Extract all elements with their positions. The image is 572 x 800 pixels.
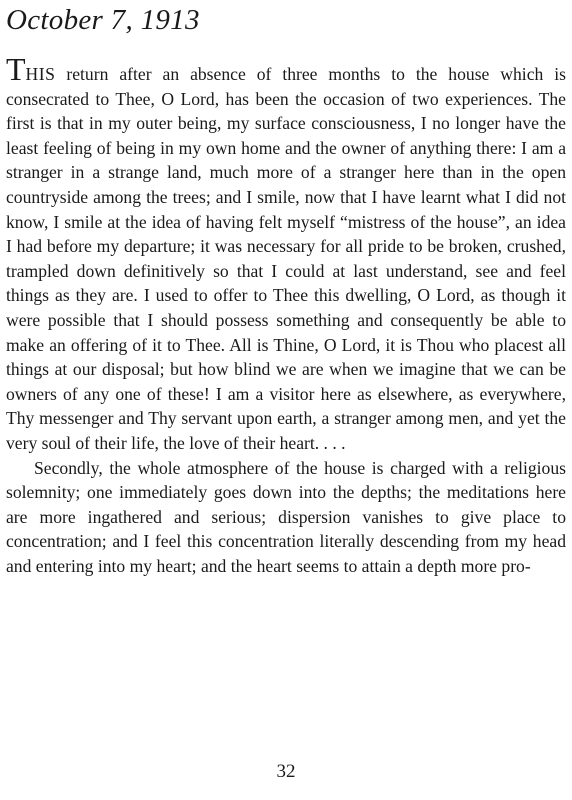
entry-body [6, 51, 566, 578]
paragraph-1-text: return after an absence of three months to the house which is consecrated to Thee, O Lord, has been the occasion of two experiences. The first is that in my outer being, my surface consciousness, I no longer have the least feeling of being in my own home and the owner of anything there: I am a stranger in a strange land, much more of a stranger here than in the open countryside among the trees; and I smile, now that I have learnt what I did not know, I smile at the idea of having felt myself “mistress of the house”, an idea I had before my departure; it was necessary for all pride to be broken, crushed, trampled down definitively so that I could at last understand, see and feel things as they are. I used to offer to Thee this dwelling, O Lord, as though it were possible that I should possess something and consequently be able to make an offering of it to Thee. All is Thine, O Lord, it is Thou who placest all things at our disposal; but how blind we are when we imagine that we can be owners of any one of these! I am a visitor here as elsewhere, as everywhere, Thy messenger and Thy servant upon earth, a stranger among men, and yet the very soul of their life, the love of their heart. . . . [6, 64, 566, 453]
paragraph-2: Secondly, the whole atmosphere of the house is charged with a religious solemnity; one immediately goes down into the depths; the meditations here are more ingathered and serious; dispersion vanishes to give place to concentration; and I feel this concentration literally descending from my head and entering into my heart; and the heart seems to attain a depth more pro- [6, 457, 566, 576]
lead-small-caps: HIS [25, 64, 56, 84]
entry-date-heading: October 7, 1913 [6, 4, 200, 36]
page-number: 32 [276, 761, 296, 782]
drop-cap-initial: T [6, 51, 26, 87]
paragraph-1 [6, 51, 566, 456]
